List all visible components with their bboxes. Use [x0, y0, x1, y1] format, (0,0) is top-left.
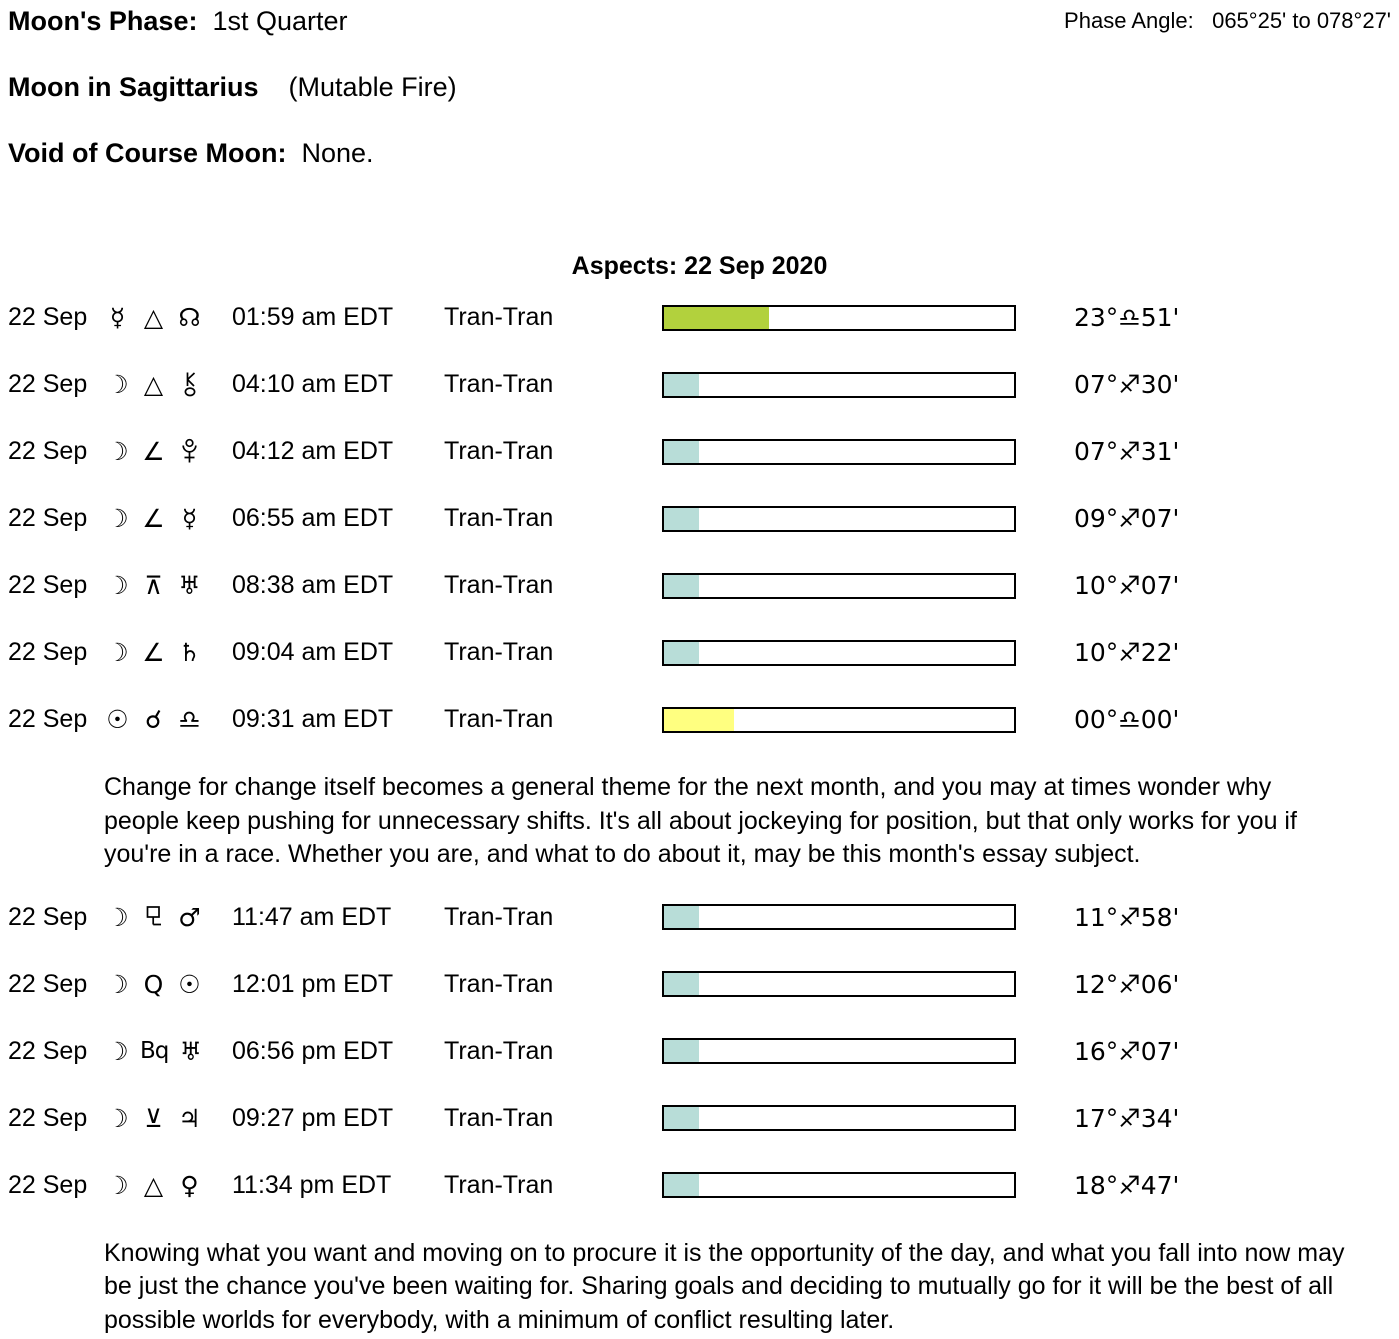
trine-icon: △: [143, 370, 164, 399]
aspect-time: 09:27 pm EDT: [232, 1103, 394, 1132]
pluto-icon: [176, 436, 203, 467]
orb-bar-fill: [664, 575, 699, 597]
libra-icon: ♎: [178, 705, 201, 734]
orb-bar-cell: [662, 305, 1020, 331]
moon-icon: ☽: [106, 902, 129, 932]
aspect-symbols: [104, 1170, 232, 1201]
moon-icon: ☽: [106, 437, 129, 466]
aspect-time: 01:59 am EDT: [232, 303, 394, 331]
aspect-type: Tran-Tran: [444, 705, 554, 733]
conjunction-icon: ☌: [145, 705, 162, 734]
aspect-date: 22 Sep: [8, 370, 88, 398]
moon-icon: ☽: [106, 1103, 129, 1133]
aspect-symbols: [104, 570, 232, 601]
aspect-position: 17°♐34': [1074, 1103, 1180, 1133]
aspect-symbols: [104, 969, 232, 1000]
aspect-date: 22 Sep: [8, 1103, 88, 1132]
aspect-date: 22 Sep: [8, 504, 88, 532]
chiron-icon: [176, 369, 203, 400]
orb-bar: [662, 1105, 1016, 1131]
semi-square-icon: ∠: [142, 437, 165, 466]
aspect-position: 09°♐07': [1074, 504, 1180, 533]
orb-bar-fill: [664, 642, 699, 664]
aspect-row: [8, 302, 1391, 333]
aspect-symbols: [104, 902, 232, 933]
orb-bar-cell: [662, 904, 1020, 930]
moons-phase-label: Moon's Phase:: [8, 6, 198, 36]
aspect-type: Tran-Tran: [444, 437, 554, 465]
aspect-date: 22 Sep: [8, 571, 88, 599]
void-of-course-line: [8, 138, 1391, 170]
void-of-course-value: None.: [301, 138, 374, 168]
orb-bar-cell: [662, 640, 1020, 666]
orb-bar-fill: [664, 508, 699, 530]
aspect-row: [8, 1170, 1391, 1201]
phase-angle-value: 065°25' to 078°27': [1212, 8, 1391, 33]
aspect-time: 08:38 am EDT: [232, 571, 394, 599]
orb-bar-fill: [664, 1040, 699, 1062]
void-of-course-label: Void of Course Moon:: [8, 138, 287, 168]
moons-phase-line: [8, 6, 1391, 38]
orb-bar-cell: [662, 439, 1020, 465]
moon-icon: ☽: [106, 1036, 129, 1066]
sun-icon: ☉: [106, 705, 129, 734]
phase-angle: [1064, 8, 1391, 34]
aspect-type: Tran-Tran: [444, 1036, 554, 1065]
aspect-position: 16°♐07': [1074, 1036, 1180, 1066]
orb-bar: [662, 506, 1016, 532]
aspect-position: 07°♐31': [1074, 437, 1180, 466]
semi-sextile-icon: ⊻: [144, 1103, 163, 1133]
aspect-date: 22 Sep: [8, 1036, 88, 1065]
aspect-date: 22 Sep: [8, 638, 88, 666]
aspect-time: 06:55 am EDT: [232, 504, 394, 532]
aspect-symbols: [104, 369, 232, 400]
venus-icon: ♀: [180, 1170, 199, 1200]
aspect-row: [8, 436, 1391, 467]
aspect-row: [8, 969, 1391, 1000]
orb-bar-cell: [662, 1172, 1020, 1198]
semi-square-icon: ∠: [142, 504, 165, 533]
aspect-time: 11:34 pm EDT: [232, 1170, 392, 1199]
aspect-row: [8, 503, 1391, 534]
orb-bar-fill: [664, 1107, 699, 1129]
moon-sign-label: Moon in Sagittarius: [8, 72, 259, 102]
aspect-symbols: [104, 1103, 232, 1134]
moons-phase-value: 1st Quarter: [212, 6, 348, 36]
orb-bar: [662, 439, 1016, 465]
orb-bar: [662, 1172, 1016, 1198]
aspect-symbols: [104, 503, 232, 534]
sesquiquadrate-icon: [140, 902, 167, 933]
aspect-row: [8, 1103, 1391, 1134]
orb-bar: [662, 573, 1016, 599]
orb-bar-fill: [664, 307, 769, 329]
aspect-date: 22 Sep: [8, 437, 88, 465]
aspect-note: Change for change itself becomes a general theme for the next month, and you may at times wonder why people keep pushing for unnecessary shifts. It's all about jockeying for position, but that only works for you if you're in a race. Whether you are, and what to do about it, may be this month's essay subject.: [104, 773, 1297, 868]
aspect-position: 00°♎00': [1074, 705, 1180, 734]
orb-bar-cell: [662, 707, 1020, 733]
aspect-time: 04:12 am EDT: [232, 437, 394, 465]
aspect-type: Tran-Tran: [444, 303, 554, 331]
orb-bar-cell: [662, 1038, 1020, 1064]
orb-bar-fill: [664, 709, 734, 731]
orb-bar-fill: [664, 906, 699, 928]
moon-icon: ☽: [106, 638, 129, 667]
aspect-row: [8, 1036, 1391, 1067]
trine-icon: △: [143, 1170, 164, 1200]
moon-sign-note: (Mutable Fire): [288, 72, 457, 102]
semi-square-icon: ∠: [142, 638, 165, 667]
orb-bar-cell: [662, 971, 1020, 997]
north-node-icon: ☊: [178, 303, 201, 332]
moon-icon: ☽: [106, 370, 129, 399]
phase-angle-label: Phase Angle:: [1064, 8, 1194, 33]
aspect-position: 11°♐58': [1074, 902, 1180, 932]
aspect-type: Tran-Tran: [444, 370, 554, 398]
aspect-type: Tran-Tran: [444, 969, 554, 998]
aspects-title: Aspects: 22 Sep 2020: [571, 252, 828, 280]
aspect-position: 18°♐47': [1074, 1170, 1180, 1200]
orb-bar: [662, 1038, 1016, 1064]
orb-bar: [662, 971, 1016, 997]
aspect-symbols: [104, 1036, 232, 1067]
aspect-date: 22 Sep: [8, 1170, 88, 1199]
orb-bar-cell: [662, 573, 1020, 599]
aspect-date: 22 Sep: [8, 969, 88, 998]
aspect-row: [8, 570, 1391, 601]
aspect-time: 11:47 am EDT: [232, 902, 392, 931]
mars-icon: ♂: [178, 902, 201, 932]
aspect-symbols: [104, 704, 232, 735]
aspect-time: 04:10 am EDT: [232, 370, 394, 398]
aspect-date: 22 Sep: [8, 705, 88, 733]
orb-bar: [662, 904, 1016, 930]
aspect-row: [8, 704, 1391, 735]
aspect-row: [8, 637, 1391, 668]
quintile-icon: Q: [143, 969, 164, 999]
aspect-rows: [8, 302, 1391, 1337]
aspect-row: [8, 902, 1391, 933]
aspect-position: 07°♐30': [1074, 370, 1180, 399]
aspect-date: 22 Sep: [8, 303, 88, 331]
orb-bar-fill: [664, 973, 699, 995]
orb-bar: [662, 372, 1016, 398]
orb-bar: [662, 640, 1016, 666]
sun-icon: ☉: [178, 969, 201, 999]
aspect-type: Tran-Tran: [444, 1103, 554, 1132]
aspect-type: Tran-Tran: [444, 638, 554, 666]
moon-sign-line: [8, 72, 1391, 104]
moon-icon: ☽: [106, 571, 129, 600]
aspect-position: 10°♐07': [1074, 571, 1180, 600]
aspect-symbols: [104, 302, 232, 333]
moon-icon: ☽: [106, 969, 129, 999]
mercury-icon: ☿: [109, 303, 126, 332]
aspect-position: 10°♐22': [1074, 638, 1180, 667]
aspect-note: Knowing what you want and moving on to procure it is the opportunity of the day, and what you fall into now may be just the chance you've been waiting for. Sharing goals and deciding to mutually go for it will be the best of all possible worlds for everybody, with a minimum of conflict resulting later.: [104, 1238, 1345, 1334]
aspect-type: Tran-Tran: [444, 1170, 554, 1199]
aspect-time: 09:04 am EDT: [232, 638, 394, 666]
jupiter-icon: ♃: [178, 1103, 201, 1133]
aspect-time: 06:56 pm EDT: [232, 1036, 394, 1065]
aspect-type: Tran-Tran: [444, 504, 554, 532]
aspect-position: 12°♐06': [1074, 969, 1180, 999]
uranus-icon: ♅: [179, 1036, 203, 1066]
uranus-icon: ♅: [178, 571, 201, 600]
quincunx-icon: ⊼: [144, 571, 163, 600]
orb-bar: [662, 707, 1016, 733]
mercury-icon: ☿: [181, 504, 198, 533]
orb-bar-cell: [662, 1105, 1020, 1131]
orb-bar: [662, 305, 1016, 331]
aspect-symbols: [104, 637, 232, 668]
aspect-time: 12:01 pm EDT: [232, 969, 394, 998]
aspect-time: 09:31 am EDT: [232, 705, 394, 733]
aspect-type: Tran-Tran: [444, 571, 554, 599]
orb-bar-fill: [664, 1174, 699, 1196]
orb-bar-cell: [662, 372, 1020, 398]
aspect-date: 22 Sep: [8, 902, 88, 931]
trine-icon: △: [143, 303, 164, 332]
orb-bar-fill: [664, 441, 699, 463]
aspect-symbols: [104, 436, 232, 467]
moon-icon: ☽: [106, 1170, 129, 1200]
saturn-icon: ♄: [178, 638, 201, 667]
aspect-position: 23°♎51': [1074, 303, 1180, 332]
aspect-type: Tran-Tran: [444, 902, 554, 931]
orb-bar-fill: [664, 374, 699, 396]
moon-icon: ☽: [106, 504, 129, 533]
orb-bar-cell: [662, 506, 1020, 532]
biquintile-icon: Bq: [140, 1037, 169, 1064]
aspect-row: [8, 369, 1391, 400]
